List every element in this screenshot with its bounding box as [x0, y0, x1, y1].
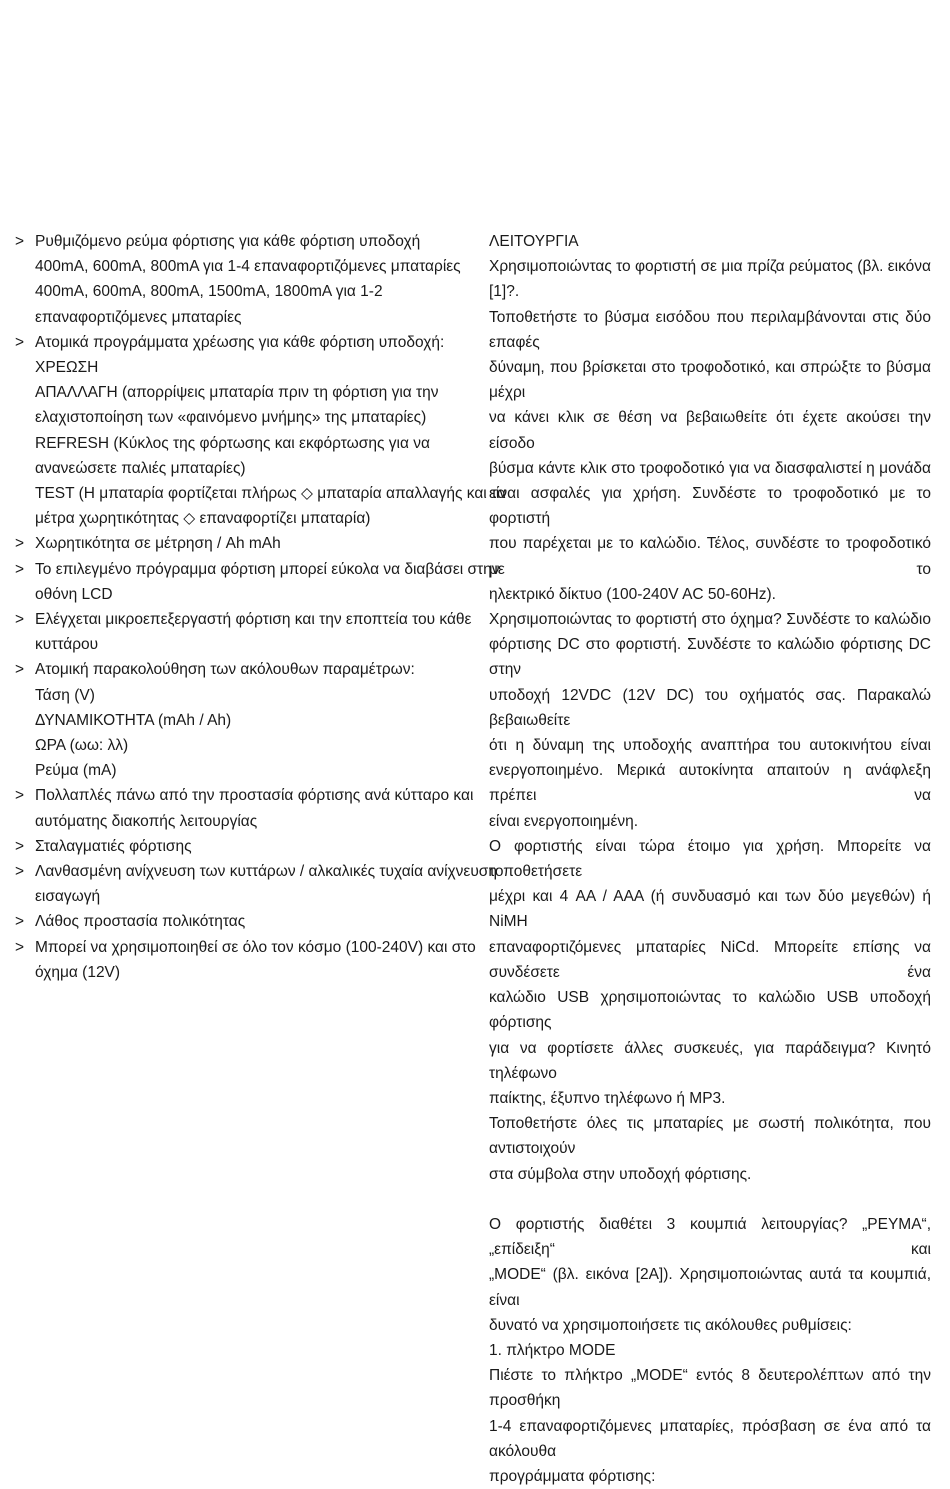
feature-item — [15, 834, 460, 859]
feature-text: ΔΥΝΑΜΙΚΟΤΗΤΑ (mAh / Ah) — [35, 711, 232, 729]
feature-item-continuation — [15, 960, 460, 985]
feature-text: επαναφορτιζόμενες μπαταρίες — [35, 308, 242, 326]
operation-text-line: υποδοχή 12VDC (12V DC) του οχήματός σας. Παρακαλώ βεβαιωθείτε — [489, 686, 931, 729]
features-column — [15, 229, 506, 985]
operation-text-line: βύσμα κάντε κλικ στο τροφοδοτικό για να διασφαλιστεί η μονάδα — [489, 459, 931, 477]
operation-text-line: για να φορτίσετε άλλες συσκευές, για παράδειγμα? Κινητό τηλέφωνο — [489, 1039, 931, 1082]
operation-text-line: είναι ενεργοποιημένη. — [489, 812, 639, 830]
feature-item-continuation — [15, 733, 460, 758]
feature-text: Τάση (V) — [35, 686, 95, 704]
feature-text: Ρυθμιζόμενο ρεύμα φόρτισης για κάθε φόρτιση υποδοχή — [35, 233, 421, 250]
bullet-marker: > — [15, 560, 25, 578]
feature-item — [15, 557, 500, 582]
feature-item — [15, 657, 460, 682]
operation-text-line: Χρησιμοποιώντας το φορτιστή στο όχημα? Συνδέστε το καλώδιο — [489, 611, 931, 629]
feature-text: Χωρητικότητα σε μέτρηση / Ah mAh — [35, 535, 281, 553]
feature-item — [15, 229, 460, 254]
feature-item-continuation — [15, 506, 460, 531]
bullet-marker: > — [15, 333, 25, 351]
operation-text-line: ότι η δύναμη της υποδοχής αναπτήρα του αυτοκινήτου είναι — [489, 737, 931, 755]
operation-text-line: Τοποθετήστε όλες τις μπαταρίες με σωστή πολικότητα, που αντιστοιχούν — [489, 1115, 931, 1158]
section-heading: ΛΕΙΤΟΥΡΓΙΑ — [489, 233, 579, 250]
feature-item-continuation — [15, 279, 460, 304]
bullet-marker: > — [15, 938, 25, 956]
feature-item-continuation — [15, 431, 460, 456]
feature-item-continuation — [15, 305, 460, 330]
bullet-marker: > — [15, 233, 25, 250]
operation-text-line: καλώδιο USB χρησιμοποιώντας το καλώδιο USB υποδοχή φόρτισης — [489, 989, 931, 1032]
feature-text: Πολλαπλές πάνω από την προστασία φόρτισης ανά κύτταρο και — [35, 787, 474, 805]
feature-text: κυττάρου — [35, 636, 99, 654]
feature-item-continuation — [15, 254, 460, 279]
feature-text: 400mA, 600mA, 800mA, 1500mA, 1800mA για 1-2 — [35, 283, 383, 301]
feature-item-continuation — [15, 380, 460, 405]
feature-text: 400mA, 600mA, 800mA για 1-4 επαναφορτιζόμενες μπαταρίες — [35, 258, 461, 276]
feature-item — [15, 859, 497, 884]
operation-text-line: που παρέχεται με το καλώδιο. Τέλος, συνδέστε το τροφοδοτικό με το — [489, 535, 931, 578]
feature-text: Ρεύμα (mA) — [35, 762, 117, 780]
operation-text-line: δυνατό να χρησιμοποιήσετε τις ακόλουθες ρυθμίσεις: — [489, 1316, 852, 1334]
operation-text-line: Χρησιμοποιώντας το φορτιστή σε μια πρίζα ρεύματος (βλ. εικόνα [1]?. — [489, 258, 931, 301]
feature-text: οθόνη LCD — [35, 585, 113, 603]
feature-text: μέτρα χωρητικότητας ◇ επαναφορτίζει μπαταρία) — [35, 510, 371, 528]
feature-text: εισαγωγή — [35, 888, 101, 906]
feature-text: ΧΡΕΩΣΗ — [35, 359, 99, 377]
feature-item-continuation — [15, 683, 460, 708]
feature-text: Σταλαγματιές φόρτισης — [35, 837, 192, 855]
feature-item-continuation — [15, 405, 460, 430]
feature-item — [15, 330, 460, 355]
bullet-marker: > — [15, 837, 25, 855]
operation-text-line: ενεργοποιημένο. Μερικά αυτοκίνητα απαιτούν η ανάφλεξη πρέπει να — [489, 762, 931, 805]
feature-text: Ατομική παρακολούθηση των ακόλουθων παραμέτρων: — [35, 661, 415, 679]
operation-text-line: παίκτης, έξυπνο τηλέφωνο ή MP3. — [489, 1089, 726, 1107]
bullet-marker: > — [15, 787, 25, 805]
feature-text: Λάθος προστασία πολικότητας — [35, 913, 246, 931]
operation-text-line: Τοποθετήστε το βύσμα εισόδου που περιλαμβάνονται στις δύο επαφές — [489, 308, 931, 351]
operation-text-line: μέχρι και 4 AA / AAA (ή συνδυασμό και των δύο μεγεθών) ή NiMH — [489, 888, 931, 931]
operation-text-line: „MODE“ (βλ. εικόνα [2A]). Χρησιμοποιώντας αυτά τα κουμπιά, είναι — [489, 1266, 931, 1309]
feature-text: ΑΠΑΛΛΑΓΗ (απορρίψεις μπαταρία πριν τη φόρτιση για την — [35, 384, 439, 402]
feature-text: όχημα (12V) — [35, 963, 121, 981]
feature-text: Λανθασμένη ανίχνευση των κυττάρων / αλκαλικές τυχαία ανίχνευση — [35, 863, 497, 881]
operation-text-line: να κάνει κλικ σε θέση να βεβαιωθείτε ότι έχετε ακούσει την είσοδο — [489, 409, 931, 452]
feature-item-continuation — [15, 809, 460, 834]
feature-item-continuation — [15, 355, 460, 380]
feature-item — [15, 531, 460, 556]
bullet-marker: > — [15, 535, 25, 553]
feature-item-continuation — [15, 456, 460, 481]
bullet-marker: > — [15, 863, 25, 881]
operation-text-line: Πιέστε το πλήκτρο „MODE“ εντός 8 δευτερολέπτων από την προσθήκη — [489, 1367, 931, 1410]
operation-text-line: στα σύμβολα στην υποδοχή φόρτισης. — [489, 1165, 752, 1183]
feature-item-continuation — [15, 758, 460, 783]
operation-text-line: Ο φορτιστής είναι τώρα έτοιμο για χρήση. Μπορείτε να τοποθετήσετε — [489, 837, 931, 881]
feature-item — [15, 935, 476, 960]
feature-item — [15, 783, 474, 808]
feature-item-continuation — [15, 582, 460, 607]
operation-text-line: είναι ασφαλές για χρήση. Συνδέστε το τροφοδοτικό με το φορτιστή — [489, 485, 931, 528]
feature-text: Το επιλεγμένο πρόγραμμα φόρτιση μπορεί εύκολα να διαβάσει στην — [35, 560, 500, 578]
feature-text: ανανεώσετε παλιές μπαταρίες) — [35, 459, 246, 477]
operation-text-line: φόρτισης DC στο φορτιστή. Συνδέστε το καλώδιο φόρτισης DC στην — [489, 636, 931, 679]
feature-item-continuation — [15, 481, 506, 506]
feature-item — [15, 607, 472, 632]
feature-item-continuation — [15, 884, 460, 909]
operation-text-line: ηλεκτρικό δίκτυο (100-240V AC 50-60Hz). — [489, 585, 776, 603]
bullet-marker: > — [15, 913, 25, 931]
feature-text: Μπορεί να χρησιμοποιηθεί σε όλο τον κόσμο (100-240V) και στο — [35, 938, 476, 956]
operation-text-line: δύναμη, που βρίσκεται στο τροφοδοτικό, και σπρώξτε το βύσμα μέχρι — [489, 359, 931, 402]
operation-column — [489, 229, 931, 1489]
feature-text: ελαχιστοποίηση των «φαινόμενο μνήμης» της μπαταρίες) — [35, 409, 427, 427]
feature-item-continuation — [15, 708, 460, 733]
operation-text-line: επαναφορτιζόμενες μπαταρίες NiCd. Μπορείτε επίσης να συνδέσετε ένα — [489, 938, 931, 981]
operation-text-line: προγράμματα φόρτισης: — [489, 1467, 656, 1485]
feature-text: REFRESH (Κύκλος της φόρτωσης και εκφόρτωσης για να — [35, 434, 430, 452]
feature-text: αυτόματης διακοπής λειτουργίας — [35, 812, 258, 830]
operation-text-line: 1-4 επαναφορτιζόμενες μπαταρίες, πρόσβαση σε ένα από τα ακόλουθα — [489, 1417, 931, 1460]
feature-text: TEST (Η μπαταρία φορτίζεται πλήρως ◇ μπαταρία απαλλαγής και τα — [35, 485, 506, 503]
feature-text: ΩΡΑ (ωω: λλ) — [35, 737, 129, 755]
operation-text-line: 1. πλήκτρο MODE — [489, 1341, 616, 1359]
paragraph-gap — [489, 1187, 931, 1212]
feature-item — [15, 909, 460, 934]
feature-item-continuation — [15, 632, 460, 657]
feature-text: Ελέγχεται μικροεπεξεργαστή φόρτιση και την εποπτεία του κάθε — [35, 611, 472, 629]
bullet-marker: > — [15, 661, 25, 679]
bullet-marker: > — [15, 611, 25, 629]
operation-text-line: Ο φορτιστής διαθέτει 3 κουμπιά λειτουργίας? „ΡΕΥΜΑ“, „επίδειξη“ και — [489, 1215, 931, 1259]
feature-text: Ατομικά προγράμματα χρέωσης για κάθε φόρτιση υποδοχή: — [35, 333, 445, 351]
